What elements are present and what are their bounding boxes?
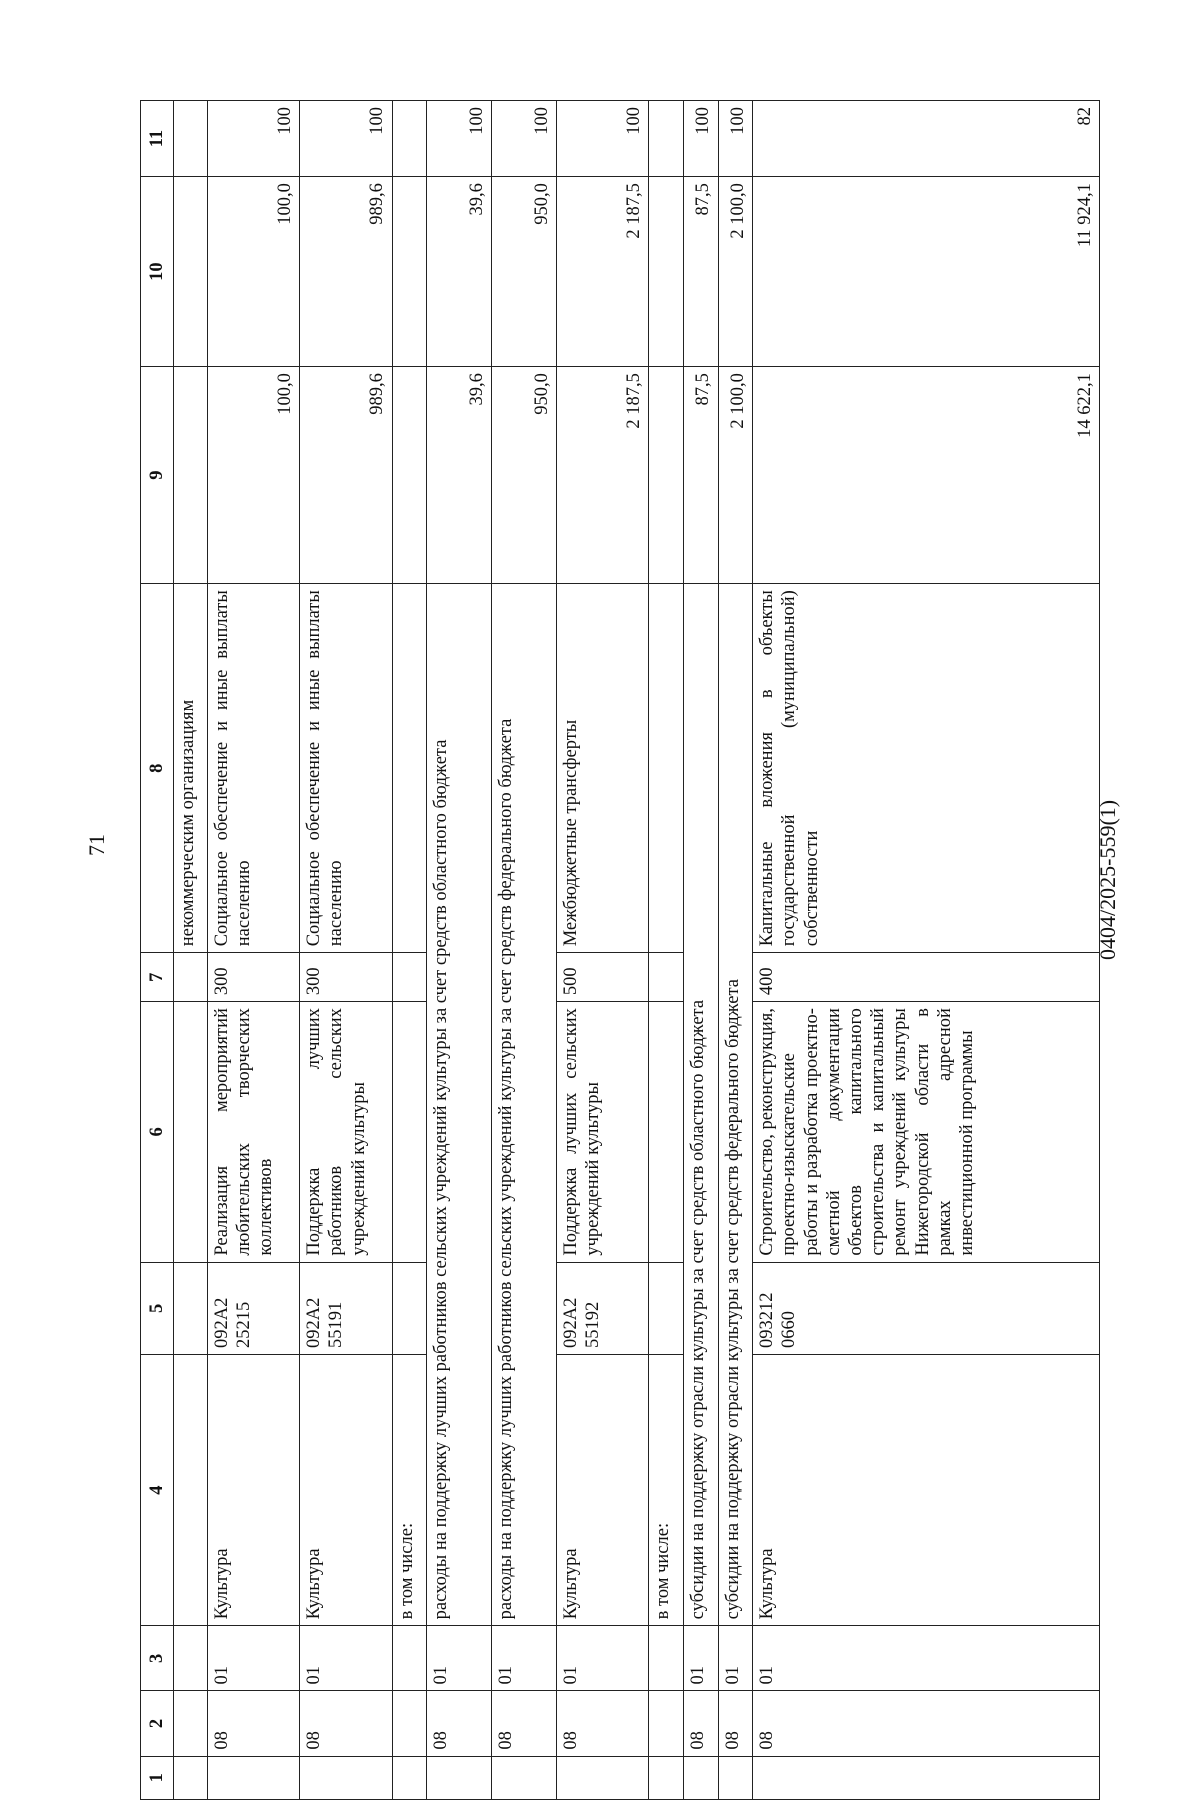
header-col-4: 4 (141, 1354, 174, 1625)
cell-planned: 87,5 (683, 367, 718, 584)
cell-section: 08 (753, 1691, 1100, 1756)
cell-sub-item-description: субсидии на поддержку отрасли культуры за счет средств областного бюджета (683, 584, 718, 1626)
cell-actual: 39,6 (427, 177, 492, 367)
table-row (649, 101, 684, 1800)
cell-target-code: 092А2 25215 (207, 1262, 299, 1354)
header-col-8: 8 (141, 584, 174, 953)
budget-table-container (140, 100, 1100, 1800)
cell-target-code: 093212 0660 (753, 1262, 1100, 1354)
cell-target-name: Реализация мероприятий любительских творческих коллективов (207, 1002, 299, 1263)
cell-subsection: 01 (300, 1626, 392, 1691)
cell-target-code: 092А2 55191 (300, 1262, 392, 1354)
cell-percent: 82 (753, 101, 1100, 177)
cell-section: 08 (427, 1691, 492, 1756)
cell-section: 08 (207, 1691, 299, 1756)
cell-actual: 87,5 (683, 177, 718, 367)
cell-target-name: Поддержка лучших работников сельских учреждений культуры (300, 1002, 392, 1263)
cell-sub-item-description: расходы на поддержку лучших работников сельских учреждений культуры за счет средств федерального бюджета (492, 584, 557, 1626)
cell-subsection: 01 (427, 1626, 492, 1691)
cell-subsection: 01 (753, 1626, 1100, 1691)
table-row (718, 101, 753, 1800)
cell-percent: 100 (427, 101, 492, 177)
table-row (427, 101, 492, 1800)
cell-section-name: Культура (556, 1354, 648, 1625)
cell-subsection: 01 (683, 1626, 718, 1691)
cell-expense-code: 300 (300, 953, 392, 1002)
header-col-6: 6 (141, 1002, 174, 1263)
cell-expense-code: 400 (753, 953, 1100, 1002)
header-col-10: 10 (141, 177, 174, 367)
header-col-2: 2 (141, 1691, 174, 1756)
cell-percent: 100 (683, 101, 718, 177)
cell-percent: 100 (718, 101, 753, 177)
cell-target-name: Строительство, реконструкция, проектно-изыскательские работы и разработка проектно-сметной документации объектов капитального строительства и капитальный ремонт учреждений культуры Нижегородской области в рамках адресной инвестиционной программы (753, 1002, 1100, 1263)
cell-planned: 950,0 (492, 367, 557, 584)
cell-planned: 14 622,1 (753, 367, 1100, 584)
cell-section-name: Культура (753, 1354, 1100, 1625)
table-row (392, 101, 427, 1800)
cell-subsection: 01 (556, 1626, 648, 1691)
cell-actual: 950,0 (492, 177, 557, 367)
cell-expense-type: Социальное обеспечение и иные выплаты населению (300, 584, 392, 953)
cell-actual: 2 100,0 (718, 177, 753, 367)
cell-actual: 2 187,5 (556, 177, 648, 367)
table-row (492, 101, 557, 1800)
document-code-container (1095, 640, 1135, 960)
table-row (753, 101, 1100, 1800)
cell-section: 08 (492, 1691, 557, 1756)
cell-target-code: 092А2 55192 (556, 1262, 648, 1354)
table-row (556, 101, 648, 1800)
table-row (207, 101, 299, 1800)
cell-section: 08 (683, 1691, 718, 1756)
cell-planned: 2 187,5 (556, 367, 648, 584)
header-col-7: 7 (141, 953, 174, 1002)
table-row (174, 101, 208, 1800)
cell-including-label: в том числе: (649, 1354, 684, 1625)
cell-expense-type: Межбюджетные трансферты (556, 584, 648, 953)
cell-section-name: Культура (207, 1354, 299, 1625)
cell-planned: 2 100,0 (718, 367, 753, 584)
cell-sub-item-description: субсидии на поддержку отрасли культуры за счет средств федерального бюджета (718, 584, 753, 1626)
header-row (141, 101, 174, 1800)
cell-section: 08 (718, 1691, 753, 1756)
cell-expense-code: 300 (207, 953, 299, 1002)
cell-subsection: 01 (492, 1626, 557, 1691)
table-row (300, 101, 392, 1800)
cell-expense-code: 500 (556, 953, 648, 1002)
page-number: 71 (84, 834, 109, 856)
budget-table (140, 100, 1100, 1800)
cell-expense-type: Социальное обеспечение и иные выплаты населению (207, 584, 299, 953)
cell-expense-type: некоммерческим организациям (174, 584, 208, 953)
cell-subsection: 01 (718, 1626, 753, 1691)
cell-actual: 989,6 (300, 177, 392, 367)
document-code: 0404/2025-559(1) (1095, 799, 1120, 960)
cell-sub-item-description: расходы на поддержку лучших работников сельских учреждений культуры за счет средств областного бюджета (427, 584, 492, 1626)
cell-section: 08 (300, 1691, 392, 1756)
cell-expense-type: Капитальные вложения в объекты государственной (муниципальной) собственности (753, 584, 1100, 953)
table-row (683, 101, 718, 1800)
cell-planned: 989,6 (300, 367, 392, 584)
cell-section: 08 (556, 1691, 648, 1756)
cell-percent: 100 (556, 101, 648, 177)
header-col-5: 5 (141, 1262, 174, 1354)
cell-percent: 100 (492, 101, 557, 177)
header-col-3: 3 (141, 1626, 174, 1691)
cell-percent: 100 (300, 101, 392, 177)
cell-including-label: в том числе: (392, 1354, 427, 1625)
header-col-9: 9 (141, 367, 174, 584)
cell-actual: 100,0 (207, 177, 299, 367)
cell-percent: 100 (207, 101, 299, 177)
cell-subsection: 01 (207, 1626, 299, 1691)
cell-planned: 100,0 (207, 367, 299, 584)
header-col-1: 1 (141, 1756, 174, 1799)
cell-target-name: Поддержка лучших сельских учреждений культуры (556, 1002, 648, 1263)
cell-actual: 11 924,1 (753, 177, 1100, 367)
header-col-11: 11 (141, 101, 174, 177)
cell-planned: 39,6 (427, 367, 492, 584)
cell-section-name: Культура (300, 1354, 392, 1625)
